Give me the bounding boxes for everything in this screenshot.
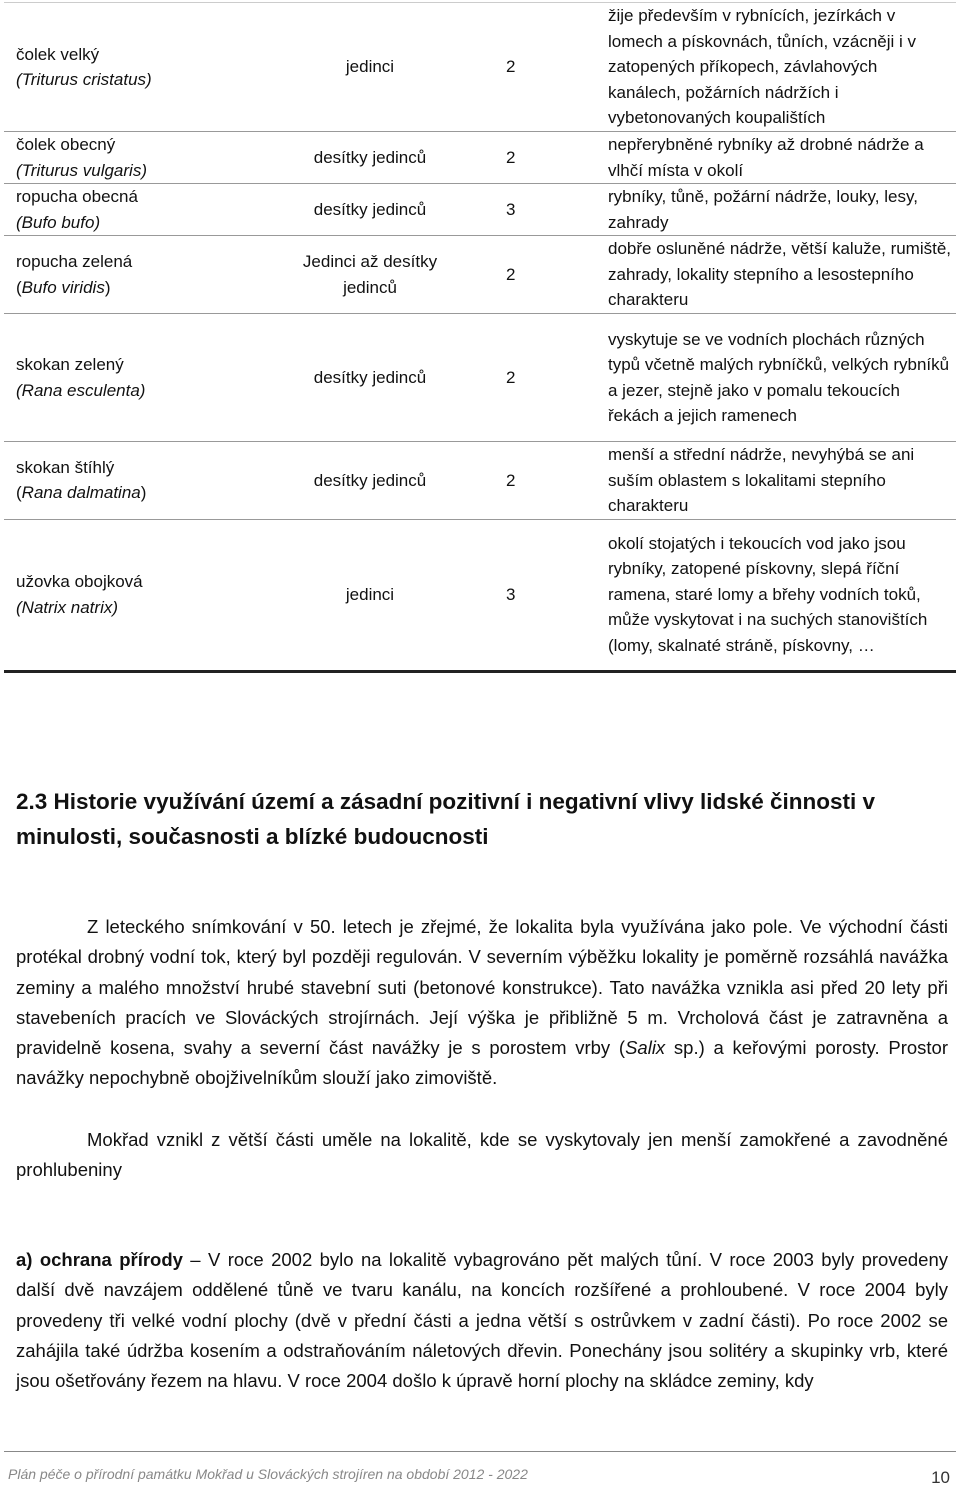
salix-term: Salix: [625, 1037, 666, 1059]
species-czech-name: čolek obecný: [16, 135, 116, 154]
protection-category: 2: [506, 264, 516, 284]
protection-category: 2: [506, 57, 516, 77]
species-latin-name: (Bufo viridis): [16, 277, 111, 297]
table-row: [4, 3, 956, 132]
species-name-cell: [4, 519, 240, 671]
species-latin-name: (Natrix natrix): [16, 597, 119, 617]
species-table: [4, 2, 956, 673]
table-row: [4, 236, 956, 314]
species-latin-name: (Triturus cristatus): [16, 70, 152, 89]
population-count: desítky jedinců: [313, 147, 427, 167]
footer-divider: [4, 1451, 956, 1452]
habitat-description: rybníky, tůně, požární nádrže, louky, lesy, zahrady: [608, 187, 918, 232]
table-row: [4, 442, 956, 520]
table-row: [4, 132, 956, 184]
species-latin-name: (Triturus vulgaris): [16, 160, 147, 180]
habitat-description: okolí stojatých i tekoucích vod jako jsou rybníky, zatopené pískovny, slepá říční ramena, staré lomy a břehy vodních toků, může vyskytovat i na suchých stanovištích (lomy, skalnaté stráně, pískovny, …: [608, 533, 928, 655]
population-count: jedinci: [345, 584, 395, 604]
species-name-cell: [4, 184, 240, 236]
page-number: 10: [931, 1468, 950, 1487]
species-name-cell: [4, 442, 240, 520]
section-heading: 2.3 Historie využívání území a zásadní pozitivní i negativní vlivy lidské činnosti v minulosti, současnosti a blízké budoucnosti: [16, 789, 876, 849]
habitat-description: menší a střední nádrže, nevyhýbá se ani suším oblastem s lokalitami stepního charakteru: [608, 445, 915, 515]
paragraph-lead: a) ochrana přírody: [16, 1249, 183, 1270]
habitat-description: dobře osluněné nádrže, větší kaluže, rumiště, zahrady, lokality stepního a lesostepního charakteru: [608, 239, 952, 310]
protection-category: 2: [506, 367, 516, 387]
habitat-description: žije především v rybnících, jezírkách v lomech a pískovnách, tůních, vzácněji i v zatopených příkopech, závlahových kanálech, požárních nádržích i vybetonovaných koupalištích: [608, 6, 917, 128]
paragraph-nature-protection: a) ochrana přírody – V roce 2002 bylo na lokalitě vybagrováno pět malých tůní. V roce 2003 byly provedeny další dvě navzájem oddělené tůně ve tvaru kanálu, na koncích rozšířené a prohloubené. V roce 2004 byly provedeny tři velké vodní plochy (dvě v přední části a jedna větší s ostrůvkem v zadní části). Po roce 2002 se zahájila také údržba kosením a odstraňováním náletových dřevin. Ponechány jsou solitéry a skupinky vrb, které jsou ošetřovány řezem na hlavu. V roce 2004 došlo k úpravě horní plochy na skládce zeminy, kdy: [16, 1249, 948, 1392]
species-czech-name: ropucha obecná: [16, 187, 138, 206]
population-count: Jedinci až desítky jedinců: [302, 252, 438, 297]
species-czech-name: užovka obojková: [16, 572, 143, 591]
habitat-description: nepřerybněné rybníky až drobné nádrže a vlhčí místa v okolí: [608, 135, 924, 180]
paragraph-history: Z leteckého snímkování v 50. letech je zřejmé, že lokalita byla využívána jako pole. Ve východní části protékal drobný vodní tok, který byl později regulován. V severním výběžku lokality je poměrně rozsáhlá navážka zeminy a malého množství hrubé stavební suti (betonové konstrukce). Tato navážka vznikla asi před 20 lety při stavebeních pracích ve Slováckých strojírnách. Její výška je přibližně 5 m. Vrcholová část je zatravněna a pravidelně kosena, svahy a severní část navážky je s porostem vrby (Salix sp.) a keřovými porosty. Prostor navážky nepochybně obojživelníkům slouží jako zimoviště.: [16, 916, 949, 1089]
protection-category: 3: [506, 199, 516, 219]
species-czech-name: skokan štíhlý: [16, 457, 115, 477]
paragraph-origin: Mokřad vznikl z větší části uměle na lokalitě, kde se vyskytovaly jen menší zamokřené a zavodněné prohlubeniny: [16, 1129, 948, 1181]
habitat-description: vyskytuje se ve vodních plochách různých typů včetně malých rybníčků, velkých rybníků a jezer, stejně jako v pomalu tekoucích řekách a jejich ramenech: [608, 329, 950, 425]
species-name-cell: [4, 314, 240, 442]
species-name-cell: [4, 3, 240, 132]
protection-category: 2: [506, 470, 516, 490]
footer-title: Plán péče o přírodní památku Mokřad u Slováckých strojíren na období 2012 - 2022: [8, 1466, 528, 1482]
species-latin-name: (Bufo bufo): [16, 212, 101, 232]
species-czech-name: skokan zelený: [16, 355, 124, 374]
population-count: desítky jedinců: [313, 199, 427, 219]
species-name-cell: [4, 132, 240, 184]
protection-category: 3: [506, 584, 516, 604]
protection-category: 2: [506, 147, 516, 167]
table-row: [4, 314, 956, 442]
table-row: [4, 184, 956, 236]
species-latin-name: (Rana esculenta): [16, 380, 146, 400]
population-count: desítky jedinců: [313, 367, 427, 387]
species-name-cell: [4, 236, 240, 314]
species-czech-name: ropucha zelená: [16, 252, 133, 271]
population-count: desítky jedinců: [313, 470, 427, 490]
species-czech-name: čolek velký: [16, 44, 100, 64]
table-row: [4, 519, 956, 671]
species-latin-name: (Rana dalmatina): [16, 483, 147, 503]
population-count: jedinci: [345, 57, 395, 77]
